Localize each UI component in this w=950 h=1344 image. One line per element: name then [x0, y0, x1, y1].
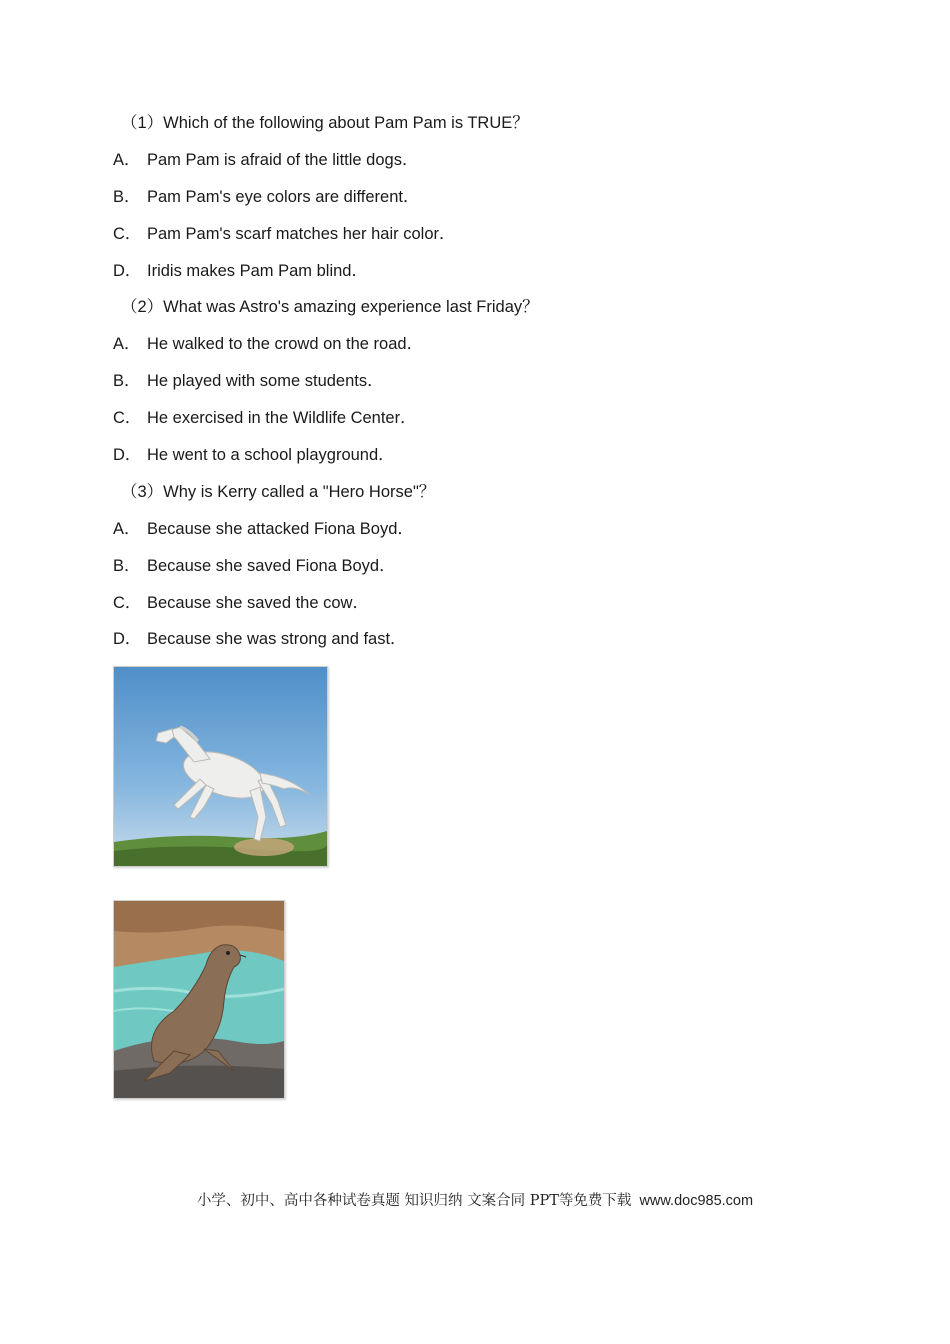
question-1-stem: （1）Which of the following about Pam Pam is TRUE？ — [121, 114, 529, 132]
option-text: Because she saved Fiona Boyd． — [147, 556, 396, 575]
question-1-option-c — [113, 224, 833, 244]
question-1-option-b — [113, 187, 833, 207]
question-2-option-d — [113, 445, 833, 465]
footer-text: 小学、初中、高中各种试卷真题 知识归纳 文案合同 PPT等免费下载 — [196, 1193, 632, 1209]
option-letter: C． — [113, 224, 142, 243]
footer — [0, 1191, 950, 1211]
option-text: He exercised in the Wildlife Center． — [147, 409, 417, 428]
horse-photo — [113, 666, 328, 867]
option-letter: D． — [113, 446, 142, 465]
option-letter: A． — [113, 519, 141, 538]
footer-url-link[interactable]: www.doc985.com — [639, 1193, 754, 1209]
question-2-option-b — [113, 371, 833, 391]
question-3-option-c — [113, 593, 833, 613]
question-2-stem: （2）What was Astro's amazing experience last Friday？ — [121, 298, 539, 317]
question-3-option-b — [113, 556, 833, 576]
option-letter: B． — [113, 187, 141, 206]
option-letter: C． — [113, 593, 142, 612]
option-text: Pam Pam's eye colors are different． — [147, 187, 420, 206]
question-3-stem: （3）Why is Kerry called a "Hero Horse"？ — [121, 482, 436, 501]
option-text: He went to a school playground． — [147, 446, 395, 465]
option-text: He walked to the crowd on the road． — [147, 335, 424, 354]
option-text: Pam Pam's scarf matches her hair color． — [147, 224, 456, 243]
option-letter: A． — [113, 150, 141, 169]
sea-lion-illustration — [114, 901, 284, 1098]
option-text: He played with some students． — [147, 372, 384, 391]
question-1-option-d — [113, 261, 833, 281]
horse-illustration — [114, 667, 327, 866]
option-letter: C． — [113, 409, 142, 428]
question-1-option-a — [113, 150, 833, 170]
option-text: Because she attacked Fiona Boyd． — [147, 519, 414, 538]
option-letter: D． — [113, 630, 142, 649]
option-letter: A． — [113, 335, 141, 354]
question-3-option-d — [113, 629, 833, 649]
question-3-option-a — [113, 519, 833, 539]
option-text: Because she saved the cow． — [147, 593, 369, 612]
option-letter: D． — [113, 261, 142, 280]
option-text: Pam Pam is afraid of the little dogs． — [147, 150, 419, 169]
option-letter: B． — [113, 556, 141, 575]
option-text: Because she was strong and fast． — [147, 630, 407, 649]
question-2-option-a — [113, 334, 833, 354]
sea-lion-photo — [113, 900, 285, 1099]
question-2-option-c — [113, 408, 833, 428]
option-letter: B． — [113, 372, 141, 391]
option-text: Iridis makes Pam Pam blind． — [147, 261, 368, 280]
question-list — [113, 113, 833, 666]
